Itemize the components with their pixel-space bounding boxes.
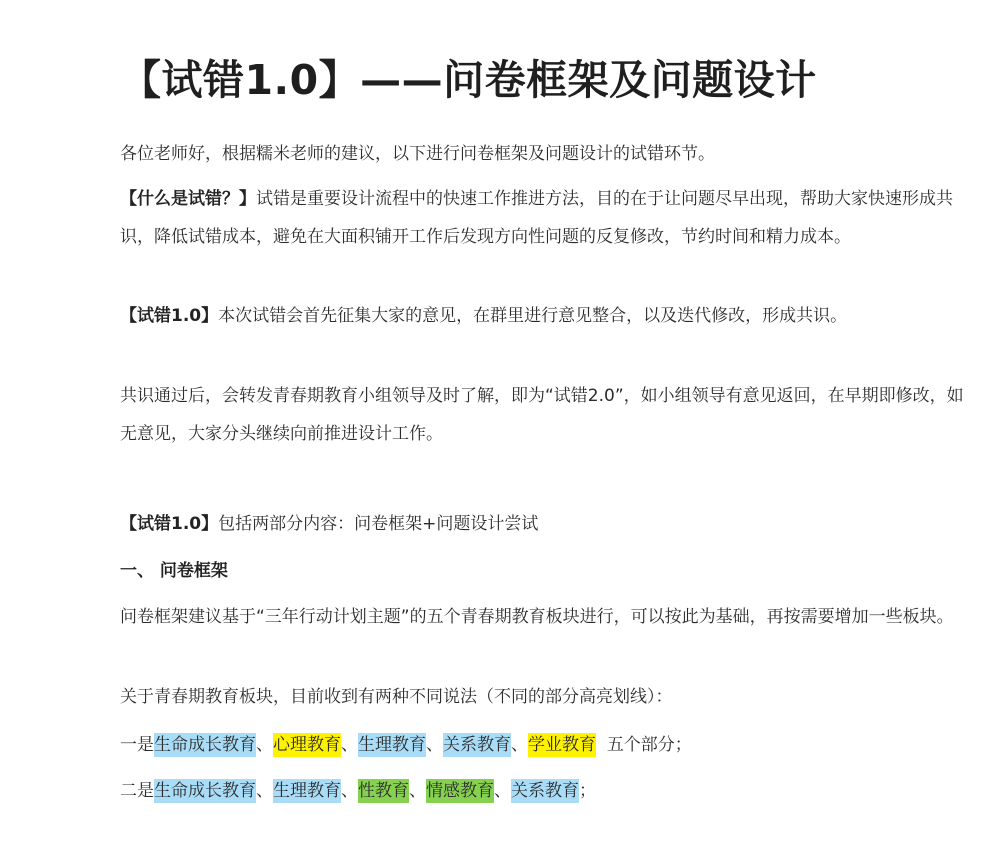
what-is-trial-label: 【什么是试错？】 (120, 189, 256, 209)
separator: 、 (409, 781, 426, 801)
option-two-item: 生命成长教育 (154, 781, 256, 801)
option-one-prefix: 一是 (120, 735, 154, 755)
option-two-line (120, 772, 975, 810)
modules-intro-paragraph: 关于青春期教育板块，目前收到有两种不同说法（不同的部分高亮划线）： (120, 687, 673, 707)
separator: 、 (341, 781, 358, 801)
separator: 、 (341, 735, 358, 755)
option-one-item: 心理教育 (273, 735, 341, 755)
contents-label: 【试错1.0】 (120, 514, 219, 534)
intro-paragraph: 各位老师好，根据糯米老师的建议，以下进行问卷框架及问题设计的试错环节。 (120, 144, 715, 164)
option-two-suffix: ； (579, 781, 596, 801)
separator: 、 (511, 735, 528, 755)
option-one-item: 关系教育 (443, 735, 511, 755)
option-one-item: 生命成长教育 (154, 735, 256, 755)
what-is-trial-paragraph (120, 180, 975, 256)
trial-1-text: 本次试错会首先征集大家的意见，在群里进行意见整合，以及迭代修改，形成共识。 (218, 306, 848, 326)
option-two-item: 性教育 (358, 781, 409, 801)
option-two-prefix: 二是 (120, 781, 154, 801)
option-one-item: 生理教育 (358, 735, 426, 755)
separator: 、 (494, 781, 511, 801)
option-one-item: 学业教育 (528, 735, 596, 755)
section-heading-text: 一、 问卷框架 (120, 561, 228, 581)
contents-paragraph (120, 505, 975, 543)
section-heading (120, 552, 975, 590)
option-one-suffix: 五个部分； (606, 735, 692, 755)
option-one-line (120, 726, 975, 764)
page-title: 【试错1.0】——问卷框架及问题设计 (120, 56, 817, 104)
separator: 、 (426, 735, 443, 755)
trial-1-label: 【试错1.0】 (120, 306, 219, 326)
contents-text: 包括两部分内容：问卷框架+问题设计尝试 (218, 514, 539, 534)
what-is-trial-text: 试错是重要设计流程中的快速工作推进方法，目的在于让问题尽早出现，帮助大家快速形成共识，降低试错成本，避免在大面积铺开工作后发现方向性问题的反复修改，节约时间和精力成本。 (120, 189, 953, 247)
separator: 、 (256, 735, 273, 755)
option-two-item: 情感教育 (426, 781, 494, 801)
separator: 、 (256, 781, 273, 801)
trial-1-paragraph (120, 297, 975, 335)
option-two-item: 关系教育 (511, 781, 579, 801)
option-two-item: 生理教育 (273, 781, 341, 801)
consensus-paragraph: 共识通过后，会转发青春期教育小组领导及时了解，即为“试错2.0”，如小组领导有意见返回，在早期即修改，如无意见，大家分头继续向前推进设计工作。 (120, 386, 964, 444)
framework-paragraph: 问卷框架建议基于“三年行动计划主题”的五个青春期教育板块进行，可以按此为基础，再按需要增加一些板块。 (120, 607, 954, 627)
